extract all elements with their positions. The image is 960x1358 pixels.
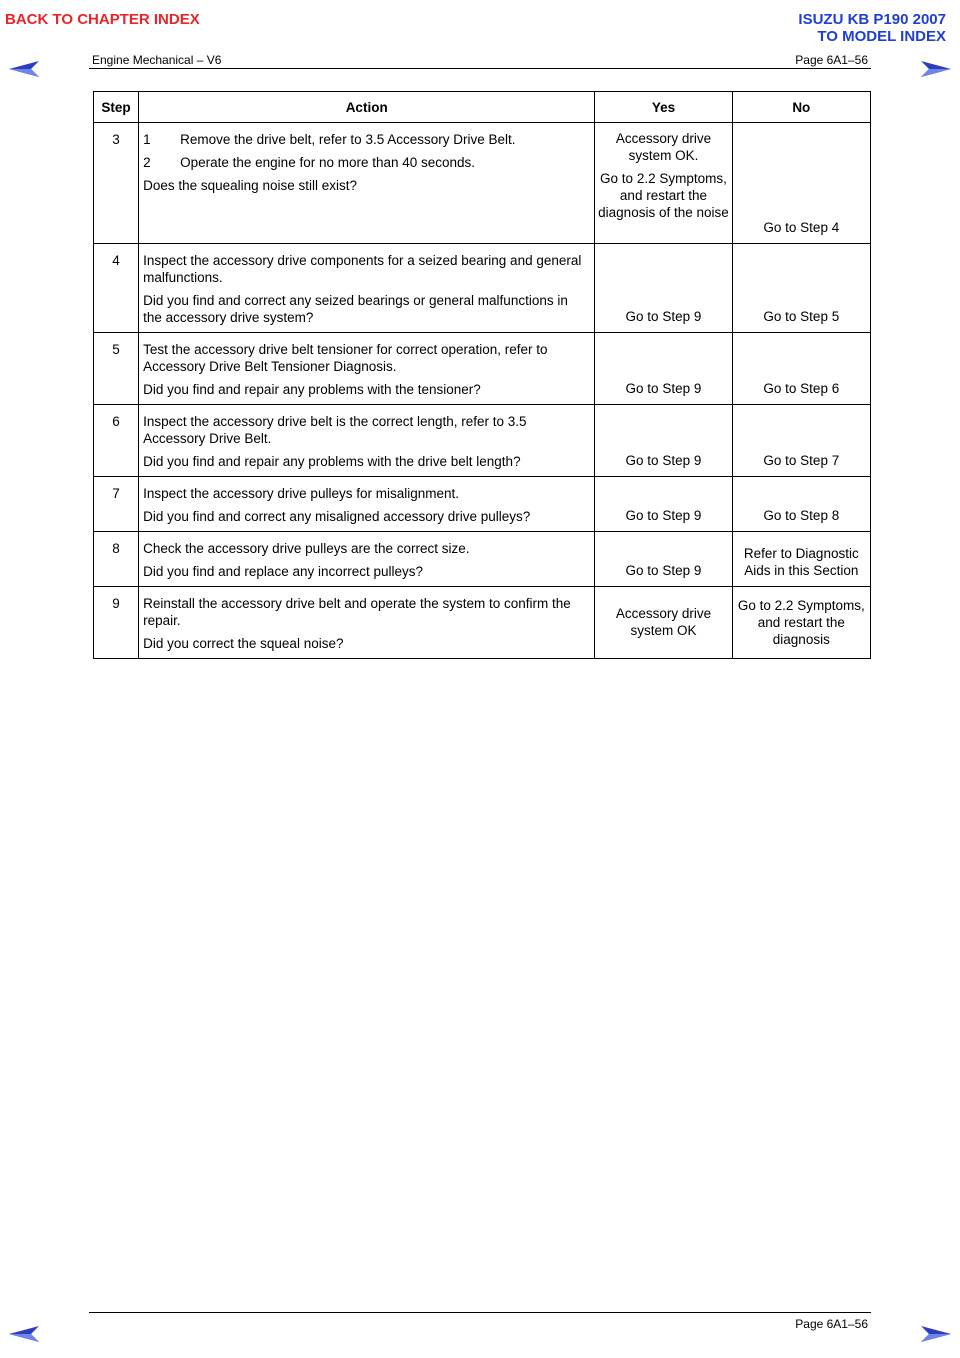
- no-cell: Go to Step 5: [732, 244, 870, 333]
- next-page-arrow-icon[interactable]: [920, 1325, 952, 1343]
- table-row: [94, 405, 871, 477]
- no-cell: Go to Step 6: [732, 333, 870, 405]
- action-question: Did you find and repair any problems with the tensioner?: [143, 382, 481, 397]
- yes-cell: Go to Step 9: [595, 333, 732, 405]
- table-row: [94, 244, 871, 333]
- model-index-link[interactable]: [798, 11, 946, 45]
- action-question: Did you find and correct any seized bearings or general malfunctions in the accessory drive system?: [143, 293, 568, 325]
- action-question: Does the squealing noise still exist?: [143, 178, 357, 193]
- yes-cell: [595, 123, 732, 244]
- action-item-number: 2: [143, 155, 151, 170]
- action-question: Did you find and replace any incorrect pulleys?: [143, 564, 424, 579]
- step-number: 5: [94, 333, 139, 405]
- action-text: Reinstall the accessory drive belt and operate the system to confirm the repair.: [143, 596, 571, 628]
- back-to-chapter-index-link[interactable]: BACK TO CHAPTER INDEX: [5, 11, 200, 28]
- table-row: [94, 532, 871, 587]
- table-header-row: [94, 92, 871, 123]
- prev-page-arrow-icon[interactable]: [8, 60, 40, 78]
- footer-page-number: Page 6A1–56: [795, 1317, 868, 1331]
- model-title-line[interactable]: ISUZU KB P190 2007: [798, 11, 946, 28]
- no-cell: Go to Step 7: [732, 405, 870, 477]
- no-cell: Go to 2.2 Symptoms, and restart the diagnosis: [732, 587, 870, 659]
- step-number: 9: [94, 587, 139, 659]
- action-question: Did you find and repair any problems with the drive belt length?: [143, 454, 521, 469]
- step-number: 4: [94, 244, 139, 333]
- table-row: [94, 477, 871, 532]
- section-title: Engine Mechanical – V6: [92, 53, 222, 67]
- step-number: 8: [94, 532, 139, 587]
- action-cell: [139, 477, 595, 532]
- action-text: Inspect the accessory drive pulleys for misalignment.: [143, 486, 459, 501]
- table-row: [94, 333, 871, 405]
- footer-rule: [89, 1312, 871, 1313]
- yes-cell: Go to Step 9: [595, 405, 732, 477]
- action-text: Inspect the accessory drive belt is the correct length, refer to 3.5 Accessory Drive Belt.: [143, 414, 527, 446]
- step-number: 6: [94, 405, 139, 477]
- action-item-text: Remove the drive belt, refer to 3.5 Accessory Drive Belt.: [180, 132, 516, 147]
- action-question: Did you correct the squeal noise?: [143, 636, 344, 651]
- table-row: [94, 123, 871, 244]
- yes-result-ok: Accessory drive system OK.: [615, 131, 712, 163]
- no-cell: Go to Step 8: [732, 477, 870, 532]
- action-text: Test the accessory drive belt tensioner for correct operation, refer to Accessory Drive Belt Tensioner Diagnosis.: [143, 342, 548, 374]
- action-item-number: 1: [143, 132, 151, 147]
- step-number: 3: [94, 123, 139, 244]
- yes-cell: Go to Step 9: [595, 244, 732, 333]
- no-cell: Refer to Diagnostic Aids in this Section: [732, 532, 870, 587]
- no-cell: Go to Step 4: [732, 123, 870, 244]
- next-page-arrow-icon[interactable]: [920, 60, 952, 78]
- action-cell: [139, 123, 595, 244]
- action-item: [143, 154, 590, 171]
- yes-cell: Go to Step 9: [595, 477, 732, 532]
- column-header-no: No: [732, 92, 870, 123]
- prev-page-arrow-icon[interactable]: [8, 1325, 40, 1343]
- action-cell: [139, 587, 595, 659]
- yes-result-link: Go to 2.2 Symptoms, and restart the diagnosis of the noise: [598, 171, 729, 220]
- action-question: Did you find and correct any misaligned accessory drive pulleys?: [143, 509, 531, 524]
- action-text: Check the accessory drive pulleys are the correct size.: [143, 541, 470, 556]
- yes-cell: Accessory drive system OK: [595, 587, 732, 659]
- action-cell: [139, 532, 595, 587]
- diagnostic-table: [93, 91, 871, 659]
- action-item-text: Operate the engine for no more than 40 seconds.: [180, 155, 476, 170]
- page-number: Page 6A1–56: [795, 53, 868, 67]
- action-item: [143, 131, 590, 148]
- column-header-step: Step: [94, 92, 139, 123]
- column-header-yes: Yes: [595, 92, 732, 123]
- action-cell: [139, 244, 595, 333]
- action-cell: [139, 405, 595, 477]
- yes-cell: Go to Step 9: [595, 532, 732, 587]
- column-header-action: Action: [139, 92, 595, 123]
- action-text: Inspect the accessory drive components for a seized bearing and general malfunctions.: [143, 253, 582, 285]
- step-number: 7: [94, 477, 139, 532]
- table-row: [94, 587, 871, 659]
- action-cell: [139, 333, 595, 405]
- model-index-line[interactable]: TO MODEL INDEX: [817, 28, 946, 45]
- header-rule: [89, 68, 871, 69]
